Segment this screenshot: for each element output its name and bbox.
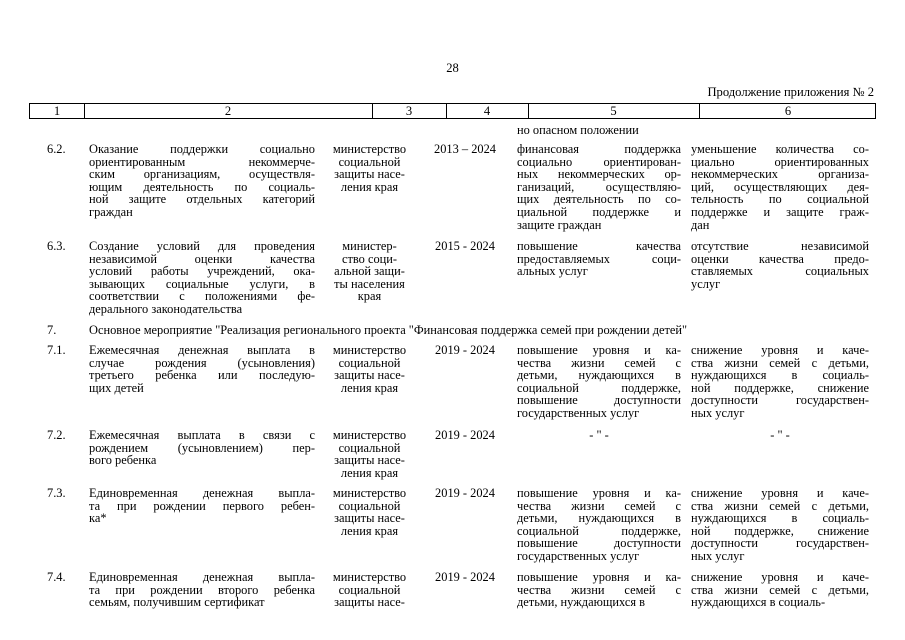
carryover-text: но опасном положении xyxy=(517,123,639,137)
cell-period: 2019 - 2024 xyxy=(435,428,495,442)
consequence-line: дан xyxy=(691,217,710,232)
executor-line: министерство xyxy=(332,343,407,357)
cell-effect xyxy=(517,240,681,278)
cell-executor xyxy=(322,571,417,609)
name-line: ориентированным некоммерче- xyxy=(89,154,315,169)
effect-line: альных услуг xyxy=(517,264,588,279)
consequence-line: снижение уровня и каче- xyxy=(691,343,869,357)
consequence-line: отсутствие независимой xyxy=(691,239,869,253)
cell-num: 6.2. xyxy=(47,142,66,156)
executor-line: министерство xyxy=(332,570,407,584)
name-line: Оказание поддержки социально xyxy=(89,142,315,156)
name-line: ной защите отдельных категорий xyxy=(89,192,315,207)
executor-line: министерство xyxy=(332,428,407,442)
cell-num: 7.4. xyxy=(47,570,66,584)
effect-line: чества жизни семей с xyxy=(517,355,681,370)
consequence-line: снижение уровня и каче- xyxy=(691,570,869,584)
section-title: Основное мероприятие "Реализация регионального проекта "Финансовая поддержка семей при рождении детей" xyxy=(89,323,688,337)
consequence-line: некоммерческих организа- xyxy=(691,167,869,182)
cell-effect xyxy=(517,344,681,420)
name-line: Ежемесячная выплата в связи с xyxy=(89,428,315,442)
effect-line: предоставляемых соци- xyxy=(517,251,681,266)
name-line: вого ребенка xyxy=(89,453,157,468)
cell-name xyxy=(89,240,315,316)
name-line: ским организациям, осуществля- xyxy=(89,167,315,182)
effect-line: ных некоммерческих ор- xyxy=(517,167,681,182)
consequence-line: ства жизни семей с детьми, xyxy=(691,582,869,597)
effect-line: государственных услуг xyxy=(517,548,640,563)
cell-executor xyxy=(322,429,417,479)
executor-line: ты населения xyxy=(334,276,405,291)
name-line: соответствии с положениями фе- xyxy=(89,289,315,304)
cell-num: 7.1. xyxy=(47,343,66,357)
name-line: та при рождении второго ребенка xyxy=(89,582,315,597)
effect-line: ганизаций, осуществляю- xyxy=(517,179,681,194)
consequence-line: ций, осуществляющих дея- xyxy=(691,179,869,194)
cell-executor xyxy=(322,143,417,193)
name-line: случае рождения (усыновления) xyxy=(89,355,315,370)
header-col-1: 1 xyxy=(53,103,61,118)
cell-name xyxy=(89,487,315,525)
name-line: условий работы учреждений, ока- xyxy=(89,264,315,279)
cell-effect xyxy=(517,571,681,609)
name-line: Единовременная денежная выпла- xyxy=(89,486,315,500)
cell-name xyxy=(89,344,315,394)
cell-period: 2015 - 2024 xyxy=(435,239,495,253)
name-line: щих детей xyxy=(89,380,144,395)
effect-line: повышение качества xyxy=(517,239,681,253)
header-col-5: 5 xyxy=(610,103,617,118)
name-line: Создание условий для проведения xyxy=(89,239,315,253)
consequence-line: доступности государствен- xyxy=(691,536,869,551)
consequence-line: оценки качества предо- xyxy=(691,251,869,266)
consequence-line: нуждающихся в социаль- xyxy=(691,511,869,526)
header-col-3: 3 xyxy=(405,103,413,118)
consequence-line: ства жизни семей с детьми, xyxy=(691,355,869,370)
cell-executor xyxy=(322,344,417,394)
executor-line: социальной xyxy=(338,154,401,169)
header-col-2: 2 xyxy=(224,103,232,118)
executor-line: защиты насе- xyxy=(334,595,405,610)
effect-line: социально ориентирован- xyxy=(517,154,681,169)
effect-line: детьми, нуждающихся в xyxy=(517,511,681,526)
effect-line: детьми, нуждающихся в xyxy=(517,595,645,610)
name-line: та при рождении первого ребен- xyxy=(89,498,315,513)
page-number: 28 xyxy=(446,61,459,75)
effect-line: социальной поддержке, xyxy=(517,523,681,538)
cell-consequence xyxy=(691,240,869,290)
executor-line: социальной xyxy=(338,355,401,370)
executor-line: социальной xyxy=(338,582,401,597)
effect-line: повышение уровня и ка- xyxy=(517,570,681,584)
cell-num: 6.3. xyxy=(47,239,66,253)
consequence-line: циально ориентированных xyxy=(691,154,869,169)
consequence-line: ства жизни семей с детьми, xyxy=(691,498,869,513)
effect-line: повышение уровня и ка- xyxy=(517,343,681,357)
table-header xyxy=(29,103,876,119)
name-line: рождением (усыновлением) пер- xyxy=(89,440,315,455)
executor-line: защиты насе- xyxy=(334,511,405,526)
consequence-line: доступности государствен- xyxy=(691,393,869,408)
effect-line: повышение доступности xyxy=(517,536,681,551)
executor-line: социальной xyxy=(338,440,401,455)
consequence-line: - " - xyxy=(770,428,790,442)
name-line: ка* xyxy=(89,511,107,526)
cell-name xyxy=(89,571,315,609)
cell-num: 7.3. xyxy=(47,486,66,500)
name-line: независимой оценки качества xyxy=(89,251,315,266)
cell-period: 2013 – 2024 xyxy=(434,142,496,156)
section-number: 7. xyxy=(47,323,57,337)
effect-line: финансовая поддержка xyxy=(517,142,681,156)
cell-consequence xyxy=(691,429,869,442)
effect-line: чества жизни семей с xyxy=(517,498,681,513)
executor-line: ство соци- xyxy=(341,251,398,266)
cell-num: 7.2. xyxy=(47,428,66,442)
executor-line: министерство xyxy=(332,486,407,500)
name-line: Единовременная денежная выпла- xyxy=(89,570,315,584)
cell-executor xyxy=(322,487,417,537)
cell-name xyxy=(89,143,315,219)
cell-name xyxy=(89,429,315,467)
consequence-line: снижение уровня и каче- xyxy=(691,486,869,500)
name-line: третьего ребенка или последую- xyxy=(89,368,315,383)
executor-line: социальной xyxy=(338,498,401,513)
effect-line: социальной поддержке, xyxy=(517,380,681,395)
executor-line: министерство xyxy=(332,142,407,156)
executor-line: ления края xyxy=(340,523,399,538)
name-line: дерального законодательства xyxy=(89,301,243,316)
cell-consequence xyxy=(691,487,869,563)
consequence-line: поддержке и защите граж- xyxy=(691,204,869,219)
cell-period: 2019 - 2024 xyxy=(435,570,495,584)
name-line: Ежемесячная денежная выплата в xyxy=(89,343,315,357)
consequence-line: ных услуг xyxy=(691,548,745,563)
cell-period: 2019 - 2024 xyxy=(435,486,495,500)
continuation-note: Продолжение приложения № 2 xyxy=(707,85,874,99)
consequence-line: нуждающихся в социаль- xyxy=(691,368,869,383)
name-line: ющим деятельность по социаль- xyxy=(89,179,315,194)
header-col-4: 4 xyxy=(483,103,491,118)
executor-line: края xyxy=(357,289,382,304)
consequence-line: ной поддержке, снижение xyxy=(691,523,869,538)
executor-line: защиты насе- xyxy=(334,368,405,383)
effect-line: повышение доступности xyxy=(517,393,681,408)
effect-line: циальной поддержке и xyxy=(517,204,681,219)
header-col-6: 6 xyxy=(784,103,792,118)
effect-line: - " - xyxy=(589,428,609,442)
consequence-line: ной поддержке, снижение xyxy=(691,380,869,395)
cell-effect xyxy=(517,487,681,563)
effect-line: чества жизни семей с xyxy=(517,582,681,597)
consequence-line: услуг xyxy=(691,276,721,291)
executor-line: ления края xyxy=(340,465,399,480)
cell-effect xyxy=(517,143,681,231)
executor-line: министер- xyxy=(342,239,397,253)
executor-line: альной защи- xyxy=(334,264,405,279)
name-line: зывающих социальные услуги, в xyxy=(89,276,315,291)
effect-line: повышение уровня и ка- xyxy=(517,486,681,500)
cell-effect xyxy=(517,429,681,442)
cell-consequence xyxy=(691,344,869,420)
cell-period: 2019 - 2024 xyxy=(435,343,495,357)
cell-executor xyxy=(322,240,417,303)
executor-line: ления края xyxy=(340,179,399,194)
executor-line: ления края xyxy=(340,380,399,395)
cell-consequence xyxy=(691,571,869,609)
effect-line: защите граждан xyxy=(517,217,602,232)
consequence-line: нуждающихся в социаль- xyxy=(691,595,826,610)
consequence-line: ставляемых социальных xyxy=(691,264,869,279)
executor-line: защиты насе- xyxy=(334,167,405,182)
name-line: семьям, получившим сертификат xyxy=(89,595,265,610)
executor-line: защиты насе- xyxy=(334,453,405,468)
consequence-line: ных услуг xyxy=(691,405,745,420)
consequence-line: тельность по социальной xyxy=(691,192,869,207)
name-line: граждан xyxy=(89,204,133,219)
consequence-line: уменьшение количества со- xyxy=(691,142,869,156)
effect-line: государственных услуг xyxy=(517,405,640,420)
effect-line: детьми, нуждающихся в xyxy=(517,368,681,383)
cell-consequence xyxy=(691,143,869,231)
effect-line: щих деятельность по со- xyxy=(517,192,681,207)
